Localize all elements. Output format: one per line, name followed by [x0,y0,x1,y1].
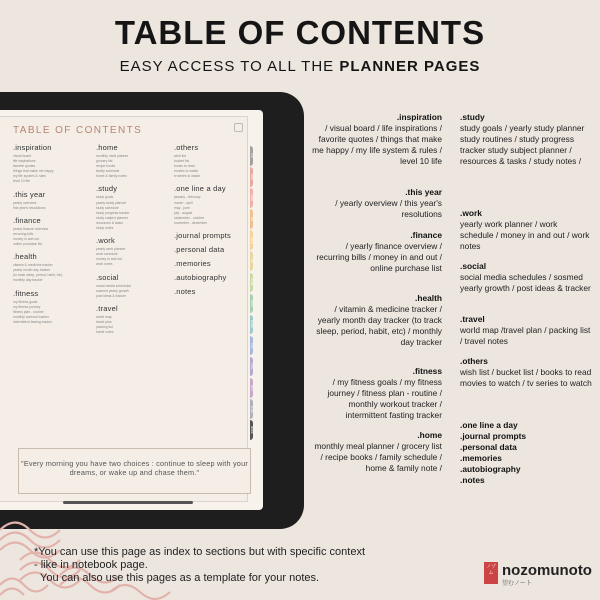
quote-box: "Every morning you have two choices : continue to sleep with your dreams, or wake up and chase them." [18,448,251,494]
desc-text: social media schedules / sosmed yearly growth / post ideas & tracker [460,272,591,293]
toc-item[interactable]: yearly month day tracker [13,268,51,273]
desc-social [460,261,592,294]
toc-item[interactable]: wish list [174,154,186,158]
desc-head: .social [460,261,487,271]
desc-extra-item: .notes [460,475,485,485]
toc-section[interactable] [13,289,93,325]
toc-item[interactable]: favorite quotes [13,164,36,169]
desc-extra-item: .autobiography [460,464,521,474]
section-tab[interactable]: TRVL [250,357,253,377]
section-tab[interactable]: 1LAD [250,399,253,419]
subtitle-prefix: EASY ACCESS TO ALL THE [119,58,340,75]
section-tab[interactable]: WORK [250,315,253,335]
toc-item[interactable]: books to read [174,164,195,169]
desc-extra-item: .memories [460,453,502,463]
toc-item[interactable]: yearly study planner [96,200,127,205]
desc-text: study goals / yearly study planner study routines / study progress tracker study subject planner / resources & tasks / study notes / [460,123,585,166]
desc-head: .health [415,293,442,303]
toc-section-title[interactable]: .social [96,272,119,282]
desc-head: .this year [405,187,442,197]
toc-item[interactable]: movies to watch [174,169,199,174]
toc-section[interactable] [13,190,93,211]
section-tab[interactable]: HLTH [250,230,253,250]
desc-head: .study [460,112,485,122]
toc-section-title[interactable]: .memories [174,259,211,269]
toc-section[interactable] [13,143,93,185]
toc-section[interactable] [174,231,254,240]
toc-item[interactable]: july - august [174,210,193,215]
toc-item[interactable]: vitamin & medicine tracker [13,263,53,268]
toc-item[interactable]: work schedule [96,252,118,257]
toc-section-title[interactable]: .notes [174,287,196,297]
toc-section-title[interactable]: .inspiration [13,143,52,152]
section-tab[interactable]: INSP [250,167,253,187]
toc-section-title[interactable]: .work [96,236,115,246]
toc-column-1 [13,143,93,330]
toc-section[interactable] [13,216,93,247]
toc-item[interactable]: resources & tasks [96,220,123,225]
toc-item[interactable]: world map [96,314,112,319]
desc-head: .finance [410,230,442,240]
toc-item[interactable]: monthly meal planner [96,154,129,158]
toc-item[interactable]: study subject planner [96,215,129,220]
toc-item[interactable]: online purchase list [13,242,43,247]
toc-section-title[interactable]: .others [174,143,199,152]
toc-section[interactable] [96,143,176,179]
toc-item[interactable]: yearly work planner [96,247,126,252]
section-tab[interactable]: STDY [250,294,253,314]
desc-text: / my fitness goals / my fitness journey / fitness plan - routine / monthly workout tracker / intermittent fasting tracker [327,377,442,420]
desc-finance [312,230,442,274]
toc-item[interactable]: november - december [174,220,208,225]
toc-item[interactable]: yearly overview [13,200,37,205]
toc-item[interactable]: sosmed yearly growth [96,288,129,293]
note-line: *You can use this page as index to sections but with specific context [34,546,366,558]
desc-home [312,430,442,474]
desc-text: wish list / bucket list / books to read movies to watch / tv series to watch [460,367,592,388]
desc-head: .travel [460,314,485,324]
toc-column-3 [174,143,254,301]
toc-section[interactable] [96,236,176,267]
desc-head: .home [417,430,442,440]
toc-item[interactable]: my life system & rules [13,174,46,179]
toc-item[interactable]: life inspirations [13,159,36,164]
toc-item[interactable]: level 10 life [13,179,30,184]
subtitle-bold: PLANNER PAGES [339,58,481,75]
toc-section[interactable] [13,252,93,283]
toc-item[interactable]: travel plan [96,319,112,324]
toc-item[interactable]: family schedule [96,169,120,174]
toc-section-title[interactable]: .this year [13,189,46,199]
section-tab[interactable]: HOME [250,273,253,293]
planner-page [0,116,248,502]
section-tabs [250,146,262,441]
toc-item[interactable]: study notes [96,226,114,231]
toc-item[interactable]: recipe books [96,164,116,169]
toc-item[interactable]: home & family notes [96,174,127,179]
toc-item[interactable]: bucket list [174,159,190,164]
section-tab[interactable]: YEAR [250,188,253,208]
footer-note [34,546,434,585]
toc-item[interactable]: yearly finance overview [13,226,49,231]
toc-item[interactable]: recurring bills [13,231,34,236]
toc-item[interactable]: january - february [174,195,201,200]
toc-section-title[interactable]: .fitness [13,288,39,298]
toc-section[interactable] [174,184,254,226]
toc-section[interactable] [174,259,254,268]
desc-extra-item: .journal prompts [460,431,527,441]
toc-section[interactable] [174,287,254,296]
toc-item[interactable]: monthly day tracker [13,278,43,283]
toc-item[interactable]: social media schedules [96,283,132,288]
toc-item[interactable]: fitness plan - routine [13,309,44,314]
section-tab[interactable]: FIT [250,251,253,271]
brand-subtitle: 望むノート [502,581,532,587]
toc-item[interactable]: study schedule [96,205,119,210]
toc-section[interactable] [174,245,254,254]
toc-column-2 [96,143,176,340]
toc-section-title[interactable]: .personal data [174,245,225,255]
toc-item[interactable]: post ideas & tracker [96,293,126,298]
desc-text: / yearly overview / this year's resolutions [335,198,442,219]
toc-section-title[interactable]: .one line a day [174,184,226,194]
desc-head: .others [460,356,488,366]
toc-item[interactable]: intermittent fasting tracker [13,319,53,324]
desc-text: world map /travel plan / packing list / travel notes [460,325,591,346]
note-line: You can also use this pages as a template for your notes. [40,572,320,584]
main-title: TABLE OF CONTENTS [114,14,486,51]
toc-item[interactable]: money in and out [13,236,40,241]
desc-extra-item: .one line a day [460,420,518,430]
desc-text: monthly meal planner / grocery list / recipe books / family schedule / home & family note / [314,441,442,473]
toc-section[interactable] [96,273,176,299]
desc-extra-item: .personal data [460,442,517,452]
toc-section[interactable] [174,273,254,282]
toc-item[interactable]: money in and out [96,257,123,262]
toc-item[interactable]: packing list [96,324,113,329]
desc-this-year [312,187,442,220]
desc-head: .work [460,208,482,218]
desc-health [312,293,442,348]
toc-section-title[interactable]: .journal prompts [174,231,231,241]
note-line: - like in notebook page. [34,559,148,571]
desc-fitness [312,366,442,421]
desc-work [460,208,592,252]
toc-item[interactable]: (to track sleep, period, habit, etc) [13,273,63,278]
tablet-frame [0,92,304,529]
desc-text: yearly work planner / work schedule / money in and out / work notes [460,219,590,251]
brand-logo [484,562,594,588]
corner-square-icon[interactable] [234,123,243,132]
desc-extras [460,420,592,486]
toc-item[interactable]: may - june [174,205,190,210]
desc-text: / visual board / life inspirations / favorite quotes / things that make me happy / my life system & rules / level 10 life [312,123,442,166]
desc-head: .fitness [412,366,442,376]
desc-travel [460,314,592,347]
toc-section-title[interactable]: .study [96,184,118,194]
toc-item[interactable]: study goals [96,195,114,200]
desc-head: .inspiration [396,112,442,122]
toc-section-title[interactable]: .home [96,143,118,152]
toc-item[interactable]: travel notes [96,330,114,335]
section-tab[interactable]: FIN [250,209,253,229]
tablet-screen [0,110,263,510]
toc-item[interactable]: things that make me happy [13,169,54,174]
section-tab[interactable]: MORE [250,420,253,440]
toc-item[interactable]: my fitness goals [13,299,38,304]
toc-item[interactable]: monthly workout tracker [13,314,49,319]
toc-section[interactable] [174,143,254,179]
toc-item[interactable]: work notes [96,262,113,267]
brand-stamp-icon: ノゾム [484,562,498,584]
toc-item[interactable]: march - april [174,200,193,205]
toc-section[interactable] [96,184,176,231]
desc-text: / yearly finance overview / recurring bills / money in and out / online purchase list [316,241,442,273]
section-tab[interactable]: OTH [250,378,253,398]
toc-item[interactable]: visual board [13,154,32,158]
toc-section-title[interactable]: .travel [96,303,118,313]
toc-section-title[interactable]: .autobiography [174,273,227,283]
desc-text: / vitamin & medicine tracker / yearly month day tracker (to track sleep, period, habit, etc) / monthly day tracker [316,304,442,347]
toc-section-title[interactable]: .health [13,252,37,262]
section-tab[interactable]: SOC [250,336,253,356]
desc-study [460,112,592,167]
toc-section-title[interactable]: .finance [13,215,41,225]
toc-item[interactable]: september - october [174,215,205,220]
toc-item[interactable]: my fitness journey [13,304,41,309]
desc-inspiration [312,112,442,167]
section-tab[interactable]: TOC [250,146,253,166]
desc-others [460,356,592,389]
brand-name: nozomunoto [502,562,592,579]
toc-item[interactable]: tv series to watch [174,174,201,179]
toc-item[interactable]: grocery list [96,159,113,164]
toc-item[interactable]: study progress tracker [96,210,130,215]
page-title: TABLE OF CONTENTS [13,125,143,136]
main-subtitle [0,58,600,75]
toc-item[interactable]: this year's resolutions [13,205,46,210]
toc-section[interactable] [96,304,176,335]
